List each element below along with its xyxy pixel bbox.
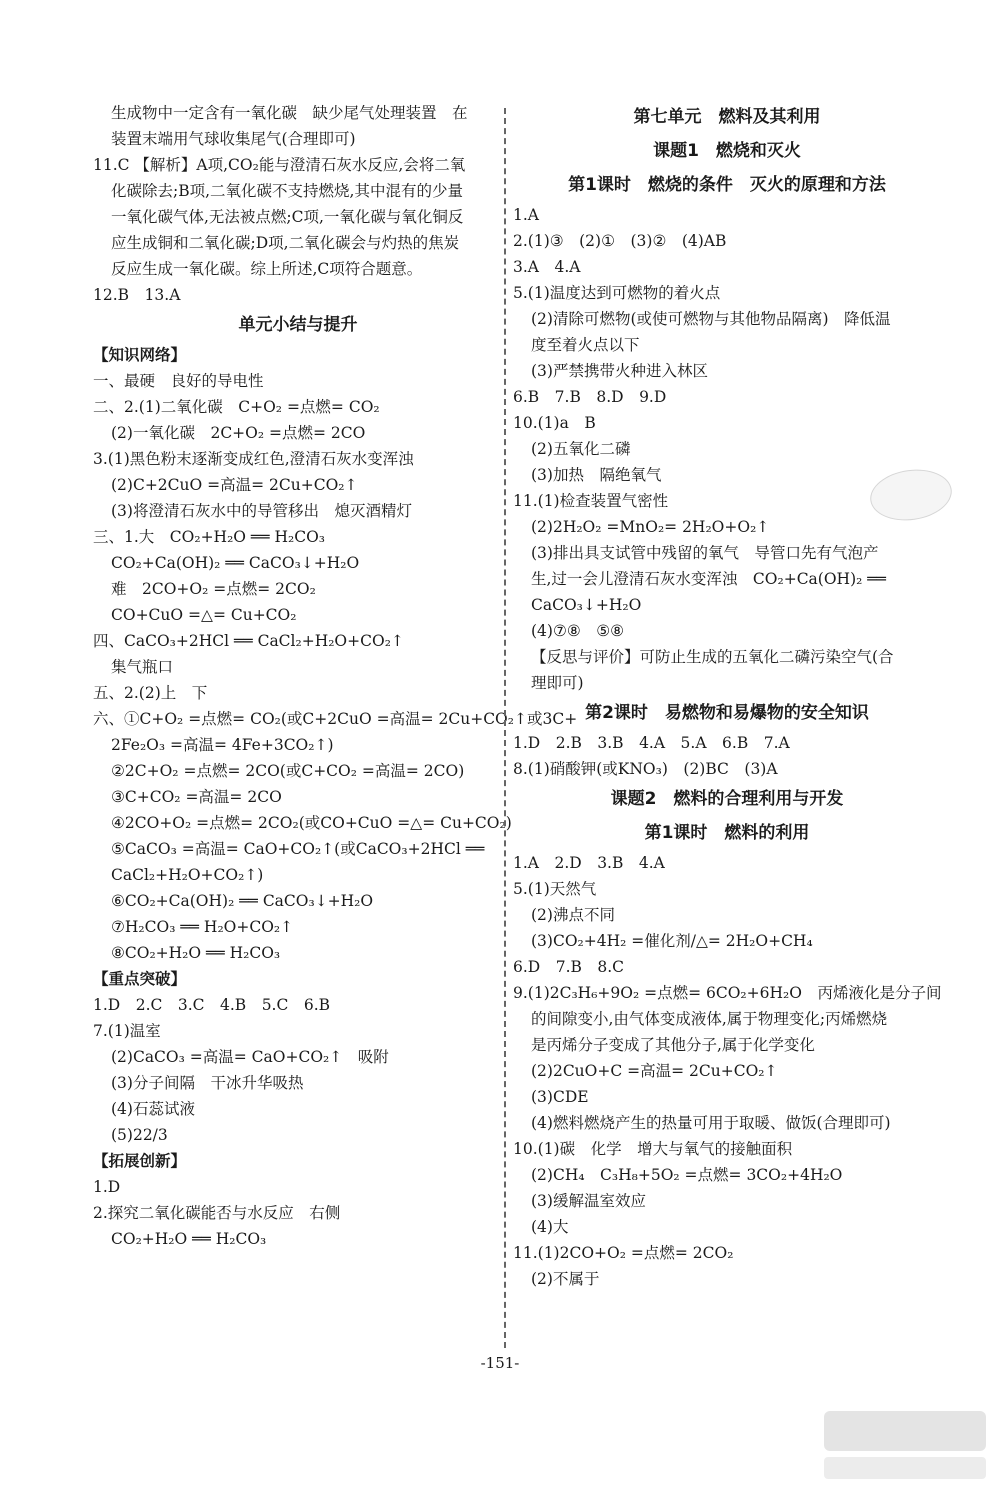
answer-line: (3)严禁携带火种进入林区 bbox=[531, 362, 708, 380]
answer-line: ⑧CO₂+H₂O ══ H₂CO₃ bbox=[111, 944, 281, 962]
answer-line: (3)CO₂+4H₂ =催化剂/△= 2H₂O+CH₄ bbox=[531, 932, 813, 950]
answer-line: 一、最硬 良好的导电性 bbox=[93, 372, 264, 390]
answer-line: (3)加热 隔绝氧气 bbox=[531, 466, 662, 484]
answer-line: (2)2H₂O₂ =MnO₂= 2H₂O+O₂↑ bbox=[531, 518, 770, 536]
section-title: 第七单元 燃料及其利用 bbox=[633, 107, 821, 127]
answer-line: 六、①C+O₂ =点燃= CO₂(或C+2CuO =高温= 2Cu+CO₂↑或3C+ bbox=[93, 710, 578, 728]
answer-line: (3)缓解温室效应 bbox=[531, 1192, 646, 1210]
section-title: 第1课时 燃料的利用 bbox=[644, 823, 810, 843]
answer-line: 3.A 4.A bbox=[513, 258, 581, 276]
answer-line: 11.(1)2CO+O₂ =点燃= 2CO₂ bbox=[513, 1244, 734, 1262]
answer-line: ⑦H₂CO₃ ══ H₂O+CO₂↑ bbox=[111, 918, 294, 936]
answer-line: (2)沸点不同 bbox=[531, 906, 615, 924]
answer-line: 3.(1)黑色粉末逐渐变成红色,澄清石灰水变浑浊 bbox=[93, 450, 414, 468]
page-number: -151- bbox=[480, 1354, 520, 1372]
answer-line: 三、1.大 CO₂+H₂O ══ H₂CO₃ bbox=[93, 528, 326, 546]
answer-line: 理即可) bbox=[531, 674, 584, 692]
answer-line: 2.(1)③ (2)① (3)② (4)AB bbox=[513, 232, 727, 250]
answer-line: 化碳除去;B项,二氧化碳不支持燃烧,其中混有的少量 bbox=[111, 182, 463, 200]
answer-line: (2)C+2CuO =高温= 2Cu+CO₂↑ bbox=[111, 476, 358, 494]
answer-line: 1.A 2.D 3.B 4.A bbox=[513, 854, 665, 872]
answer-line: 2Fe₂O₃ =高温= 4Fe+3CO₂↑) bbox=[111, 736, 334, 754]
answer-line: ⑥CO₂+Ca(OH)₂ ══ CaCO₃↓+H₂O bbox=[111, 892, 374, 910]
answer-line: 五、2.(2)上 下 bbox=[93, 684, 208, 702]
answer-line: 二、2.(1)二氧化碳 C+O₂ =点燃= CO₂ bbox=[93, 398, 380, 416]
answer-line: 的间隙变小,由气体变成液体,属于物理变化;丙烯燃烧 bbox=[531, 1010, 888, 1028]
section-title: 单元小结与提升 bbox=[238, 315, 358, 335]
answer-line: 5.(1)温度达到可燃物的着火点 bbox=[513, 284, 721, 302]
answer-line: 6.B 7.B 8.D 9.D bbox=[513, 388, 667, 406]
answer-line: 生成物中一定含有一氧化碳 缺少尾气处理装置 在 bbox=[111, 104, 468, 122]
answer-line: 生,过一会儿澄清石灰水变浑浊 CO₂+Ca(OH)₂ ══ bbox=[531, 570, 886, 588]
answer-line: (2)不属于 bbox=[531, 1270, 600, 1288]
answer-line: 7.(1)温室 bbox=[93, 1022, 161, 1040]
answer-line: (2)五氧化二磷 bbox=[531, 440, 631, 458]
answer-line: 11.C 【解析】A项,CO₂能与澄清石灰水反应,会将二氧 bbox=[93, 156, 466, 174]
answer-line: 12.B 13.A bbox=[93, 286, 181, 304]
answer-line: 8.(1)硝酸钾(或KNO₃) (2)BC (3)A bbox=[513, 760, 778, 778]
answer-line: 6.D 7.B 8.C bbox=[513, 958, 625, 976]
answer-line: (2)2CuO+C =高温= 2Cu+CO₂↑ bbox=[531, 1062, 778, 1080]
section-title: 第2课时 易燃物和易爆物的安全知识 bbox=[585, 703, 869, 723]
answer-line: CaCl₂+H₂O+CO₂↑) bbox=[111, 866, 264, 884]
answer-line: ②2C+O₂ =点燃= 2CO(或C+CO₂ =高温= 2CO) bbox=[111, 762, 465, 780]
answer-line: (3)将澄清石灰水中的导管移出 熄灭酒精灯 bbox=[111, 502, 412, 520]
answer-line: 1.A bbox=[513, 206, 539, 224]
answer-line: 一氧化碳气体,无法被点燃;C项,一氧化碳与氧化铜反 bbox=[111, 208, 464, 226]
answer-line: CO+CuO =△= Cu+CO₂ bbox=[111, 606, 297, 624]
answer-line: (4)石蕊试液 bbox=[111, 1100, 195, 1118]
section-title: 课题2 燃料的合理利用与开发 bbox=[610, 789, 844, 809]
answer-line: (2)清除可燃物(或使可燃物与其他物品隔离) 降低温 bbox=[531, 310, 891, 328]
answer-line: 11.(1)检查装置气密性 bbox=[513, 492, 669, 510]
section-label: 【知识网络】 bbox=[93, 346, 187, 364]
answer-line: 9.(1)2C₃H₆+9O₂ =点燃= 6CO₂+6H₂O 丙烯液化是分子间 bbox=[513, 984, 942, 1002]
answer-line: 集气瓶口 bbox=[111, 658, 174, 676]
answer-line: CO₂+H₂O ══ H₂CO₃ bbox=[111, 1230, 267, 1248]
answer-line: (3)分子间隔 干冰升华吸热 bbox=[111, 1074, 304, 1092]
answer-line: ④2CO+O₂ =点燃= 2CO₂(或CO+CuO =△= Cu+CO₂) bbox=[111, 814, 512, 832]
answer-line: (2)CaCO₃ =高温= CaO+CO₂↑ 吸附 bbox=[111, 1048, 389, 1066]
answer-line: (3)CDE bbox=[531, 1088, 589, 1106]
answer-line: (4)大 bbox=[531, 1218, 569, 1236]
watermark-logo bbox=[820, 1405, 990, 1485]
section-title: 课题1 燃烧和灭火 bbox=[653, 141, 801, 161]
answer-line: ③C+CO₂ =高温= 2CO bbox=[111, 788, 282, 806]
section-label: 【重点突破】 bbox=[93, 970, 187, 988]
right-column bbox=[513, 100, 941, 1292]
answer-line: (2)CH₄ C₃H₈+5O₂ =点燃= 3CO₂+4H₂O bbox=[531, 1166, 843, 1184]
answer-line: 【反思与评价】可防止生成的五氧化二磷污染空气(合 bbox=[531, 648, 894, 666]
section-label: 【拓展创新】 bbox=[93, 1152, 187, 1170]
answer-line: 难 2CO+O₂ =点燃= 2CO₂ bbox=[111, 580, 316, 598]
answer-line: 四、CaCO₃+2HCl ══ CaCl₂+H₂O+CO₂↑ bbox=[93, 632, 404, 650]
answer-line: ⑤CaCO₃ =高温= CaO+CO₂↑(或CaCO₃+2HCl ══ bbox=[111, 840, 485, 858]
answer-line: 是丙烯分子变成了其他分子,属于化学变化 bbox=[531, 1036, 815, 1054]
answer-line: 装置末端用气球收集尾气(合理即可) bbox=[111, 130, 356, 148]
answer-line: 5.(1)天然气 bbox=[513, 880, 597, 898]
answer-line: (4)⑦⑧ ⑤⑧ bbox=[531, 622, 625, 640]
answer-line: CaCO₃↓+H₂O bbox=[531, 596, 642, 614]
answer-line: 1.D 2.C 3.C 4.B 5.C 6.B bbox=[93, 996, 331, 1014]
answer-line: 反应生成一氧化碳。综上所述,C项符合题意。 bbox=[111, 260, 423, 278]
answer-line: (3)排出具支试管中残留的氧气 导管口先有气泡产 bbox=[531, 544, 879, 562]
answer-line: 度至着火点以下 bbox=[531, 336, 640, 354]
answer-line: 10.(1)碳 化学 增大与氧气的接触面积 bbox=[513, 1140, 793, 1158]
answer-line: 1.D bbox=[93, 1178, 121, 1196]
answer-line: (4)燃料燃烧产生的热量可用于取暖、做饭(合理即可) bbox=[531, 1114, 891, 1132]
answer-line: (2)一氧化碳 2C+O₂ =点燃= 2CO bbox=[111, 424, 366, 442]
answer-line: CO₂+Ca(OH)₂ ══ CaCO₃↓+H₂O bbox=[111, 554, 360, 572]
section-title: 第1课时 燃烧的条件 灭火的原理和方法 bbox=[568, 175, 886, 195]
answer-line: 1.D 2.B 3.B 4.A 5.A 6.B 7.A bbox=[513, 734, 790, 752]
answer-line: 10.(1)a B bbox=[513, 414, 596, 432]
column-divider bbox=[504, 108, 506, 1348]
answer-line: 2.探究二氧化碳能否与水反应 右侧 bbox=[93, 1204, 341, 1222]
answer-line: 应生成铜和二氧化碳;D项,二氧化碳会与灼热的焦炭 bbox=[111, 234, 460, 252]
answer-line: (5)22/3 bbox=[111, 1126, 168, 1144]
